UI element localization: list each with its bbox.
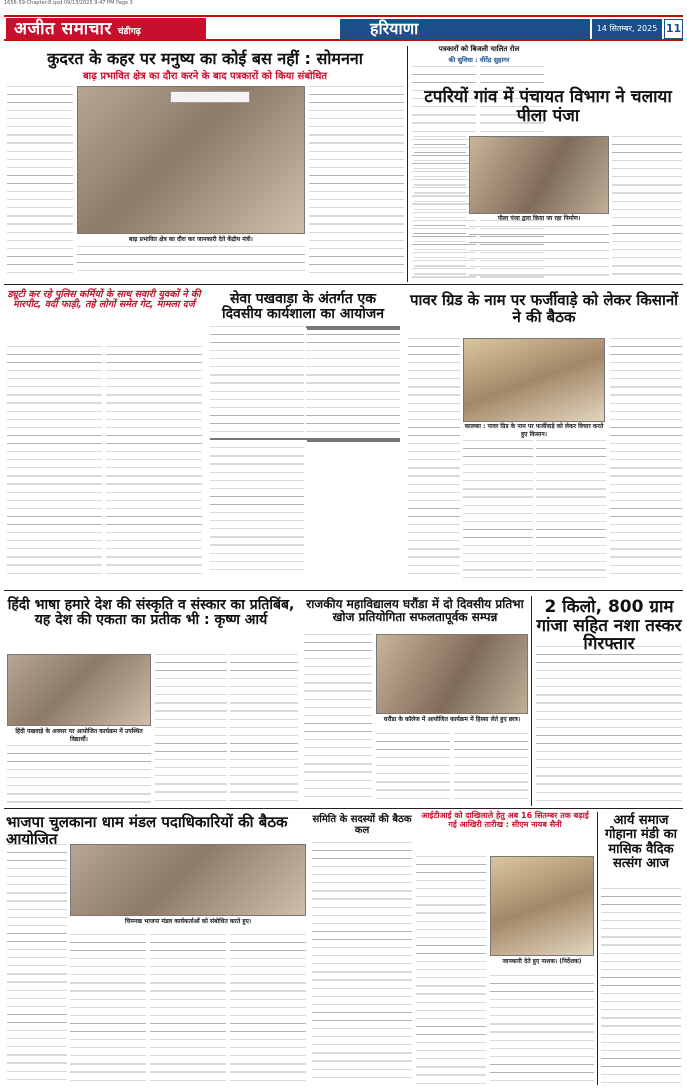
story5-body-col2 xyxy=(306,326,400,436)
row-rule xyxy=(4,284,683,285)
story12-body-col1 xyxy=(416,856,486,1084)
logo-name: अजीत समाचार xyxy=(14,19,112,39)
story12-portrait xyxy=(490,856,594,956)
story6-body-col3 xyxy=(536,440,606,578)
story12-headline: आईटीआई को दाखिलाले हेतु अब 16 सितम्बर तक बढ़ाई गई आखिरी तारीख : सीएम नायब सैनी xyxy=(421,811,589,829)
story11-headline: समिति के सदस्यों की बैठक कल xyxy=(312,814,412,836)
row-rule-2 xyxy=(4,590,683,591)
photo-banner xyxy=(170,91,250,103)
story5-body-col1 xyxy=(210,326,304,576)
story6-body-col2 xyxy=(463,440,533,578)
print-slug: 1656-59-Chapter-8.qxd 09/13/2025 9:47 PM Page 3 xyxy=(4,0,133,6)
story6-body-col1 xyxy=(408,338,460,578)
story8-photo xyxy=(376,634,528,714)
story1-photo xyxy=(77,86,305,234)
story4-body-col2 xyxy=(106,346,202,576)
story6-body-col4 xyxy=(610,338,682,578)
story7-body-col1 xyxy=(7,745,151,803)
story10-headline: भाजपा चुलकाना धाम मंडल पदाधिकारियों की बैठक आयोजित xyxy=(6,813,288,848)
story1-body-col3 xyxy=(309,86,404,278)
story7-photo xyxy=(7,654,151,726)
story1-headline: कुदरत के कहर पर मनुष्य का कोई बस नहीं : सोमनना xyxy=(47,49,363,68)
story7-body-col3 xyxy=(230,654,298,804)
story6-photo xyxy=(463,338,605,422)
story6-caption: कालका : पावर ग्रिड के नाम पर फर्जीवाड़े को लेकर विचार करते हुए किसान। xyxy=(464,423,604,438)
story9-body xyxy=(536,646,682,804)
story7-caption: हिंदी पखवाड़े के अवसर पर आयोजित कार्यक्रम में उपस्थित विद्यार्थी। xyxy=(15,728,143,743)
story10-body-col3 xyxy=(150,934,226,1084)
story13-body xyxy=(601,888,681,1084)
story7-body-col2 xyxy=(155,654,227,804)
story4-body-col1 xyxy=(7,346,102,576)
story1-body-col2 xyxy=(77,246,305,278)
story3-headline: टपरियों गांव में पंचायत विभाग ने चलाया पीला पंजा xyxy=(424,87,672,126)
story3-body-col2 xyxy=(469,226,609,282)
story2-byline: की सुविधा : वीरेंद्र सुहागर xyxy=(448,56,510,64)
story10-body-col4 xyxy=(230,934,306,1084)
story8-body-col1 xyxy=(304,634,372,804)
story1-body-col1 xyxy=(7,86,73,278)
story8-body-col2 xyxy=(376,733,450,803)
story13-headline: आर्य समाज गोहाना मंडी का मासिक वैदिक सत्संग आज xyxy=(604,813,678,871)
story7-headline: हिंदी भाषा हमारे देश की संस्कृति व संस्कार का प्रतिबिंब, यह देश की एकता का प्रतीक भी : कृष्ण आर्य xyxy=(7,597,295,629)
story9-headline: 2 किलो, 800 ग्राम गांजा सहित नशा तस्कर गिरफ्तार xyxy=(536,597,682,655)
section-title: हरियाणा xyxy=(340,19,590,39)
story8-body-col3 xyxy=(454,733,528,803)
logo-city: चंडीगढ़ xyxy=(117,27,141,37)
row-rule-3 xyxy=(4,808,683,809)
story3-body-col1 xyxy=(414,136,466,282)
story1-subheadline: बाढ़ प्रभावित क्षेत्र का दौरा करने के बाद पत्रकारों को किया संबोधित xyxy=(82,71,328,82)
column-rule xyxy=(407,46,408,282)
story3-body-col3 xyxy=(612,136,682,282)
newspaper-logo xyxy=(6,18,206,40)
story1-caption: बाढ़ प्रभावित क्षेत्र का दौरा कर जानकारी देते केंद्रीय मंत्री। xyxy=(129,236,253,243)
story11-body xyxy=(312,842,412,1084)
story10-body-col1 xyxy=(7,844,67,1084)
page-number: 11 xyxy=(664,19,683,39)
story10-photo xyxy=(70,844,306,916)
story10-body-col2 xyxy=(70,934,146,1084)
story12-caption: जानकारी देते हुए नाशक। (निर्देशक) xyxy=(502,958,582,965)
story8-caption: घरौंडा के कॉलेज में आयोजित कार्यक्रम में हिस्सा लेते हुए छात्र। xyxy=(383,716,521,723)
story4-headline: ड्यूटी कर रहे पुलिस कर्मियों के साथ सवारी युवकों ने की मारपीट, वर्दी फाड़ी, तहे लोगों समेत गेट, मामला दर्ज xyxy=(7,289,201,311)
story3-caption: पीला पंजा द्वारा किया जा रहा निर्माण। xyxy=(497,215,581,222)
story8-headline: राजकीय महाविद्यालय घरौंडा में दो दिवसीय प्रतिभा खोज प्रतियोगिता सफलतापूर्वक सम्पन्न xyxy=(306,597,524,625)
story6-headline: पावर ग्रिड के नाम पर फर्जीवाड़े को लेकर किसानों ने की बैठक xyxy=(409,291,679,326)
story12-body-col2 xyxy=(490,975,594,1084)
issue-date: 14 सितम्बर, 2025 xyxy=(592,19,662,39)
column-rule-2 xyxy=(531,596,532,806)
story3-photo xyxy=(469,136,609,214)
story2-headline: पत्रकारों को बिजली चालित रोल xyxy=(438,45,520,53)
story5-headline: सेवा पखवाड़ा के अंतर्गत एक दिवसीय कार्यशाला का आयोजन xyxy=(221,291,385,323)
story10-caption: चिमनख भाजपा मंडल कार्यकर्ताओं को संबोधित करते हुए। xyxy=(124,918,252,925)
